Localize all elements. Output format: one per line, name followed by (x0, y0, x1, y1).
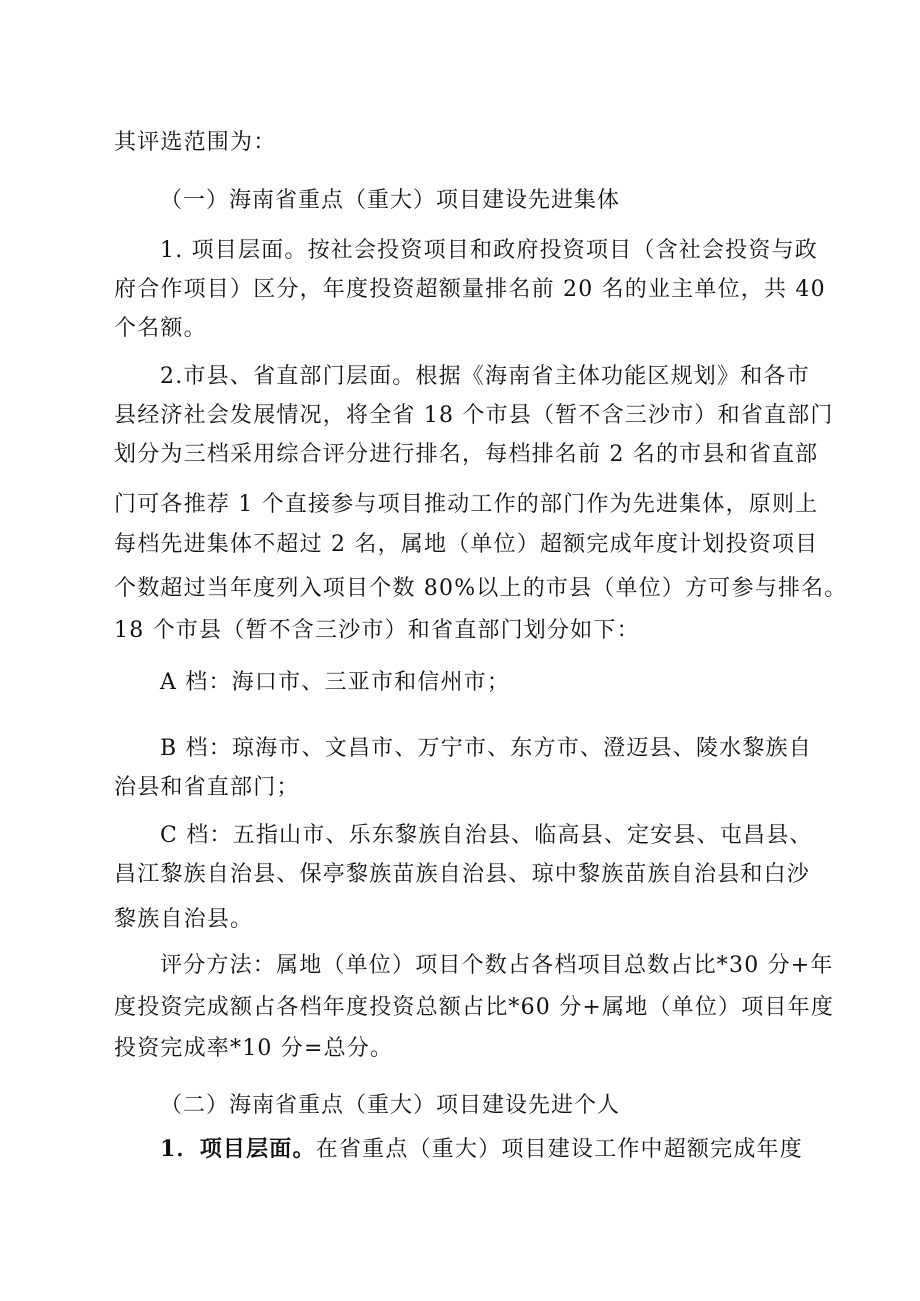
scoring-method-line: 评分方法：属地（单位）项目个数占各档项目总数占比*30 分+年 (160, 953, 834, 978)
category-c-line: 昌江黎族自治县、保亭黎族苗族自治县、琼中黎族苗族自治县和白沙 (114, 862, 811, 887)
category-b-line: B 档：琼海市、文昌市、万宁市、东方市、澄迈县、陵水黎族自 (160, 736, 812, 761)
paragraph-line: 门可各推荐 1 个直接参与项目推动工作的部门作为先进集体，原则上 (114, 492, 819, 517)
category-b-line: 治县和省直部门； (114, 775, 300, 800)
category-a-line: A 档：海口市、三亚市和信州市； (160, 670, 511, 695)
category-c-line: 黎族自治县。 (114, 907, 254, 932)
paragraph-line: 18 个市县（暂不含三沙市）和省直部门划分如下： (114, 618, 640, 643)
section-heading-1: （一）海南省重点（重大）项目建设先进集体 (160, 188, 621, 213)
paragraph-line: 个名额。 (114, 316, 207, 341)
scoring-method-line: 投资完成率*10 分=总分。 (114, 1036, 394, 1061)
paragraph-line: 1. 项目层面。按社会投资项目和政府投资项目（含社会投资与政 (160, 238, 818, 263)
paragraph-line: 县经济社会发展情况，将全省 18 个市县（暂不含三沙市）和省直部门 (114, 403, 834, 428)
paragraph-line-last (160, 1134, 860, 1165)
paragraph-line: 2.市县、省直部门层面。根据《海南省主体功能区规划》和各市 (160, 364, 810, 389)
paragraph-line: 府合作项目）区分，年度投资超额量排名前 20 名的业主单位，共 40 (114, 277, 826, 302)
section-heading-2: （二）海南省重点（重大）项目建设先进个人 (160, 1093, 621, 1118)
category-c-line: C 档：五指山市、乐东黎族自治县、临高县、定安县、屯昌县、 (160, 823, 813, 848)
scoring-method-line: 度投资完成额占各档年度投资总额占比*60 分+属地（单位）项目年度 (114, 995, 835, 1020)
paragraph-text: 在省重点（重大）项目建设工作中超额完成年度 (315, 1137, 803, 1162)
paragraph-line: 每档先进集体不超过 2 名，属地（单位）超额完成年度计划投资项目 (114, 532, 819, 557)
bold-lead: 1．项目层面。 (160, 1136, 316, 1162)
paragraph-line: 个数超过当年度列入项目个数 80%以上的市县（单位）方可参与排名。 (114, 576, 848, 601)
paragraph-line: 划分为三档采用综合评分进行排名，每档排名前 2 名的市县和省直部 (114, 442, 819, 467)
intro-line: 其评选范围为： (114, 130, 277, 155)
